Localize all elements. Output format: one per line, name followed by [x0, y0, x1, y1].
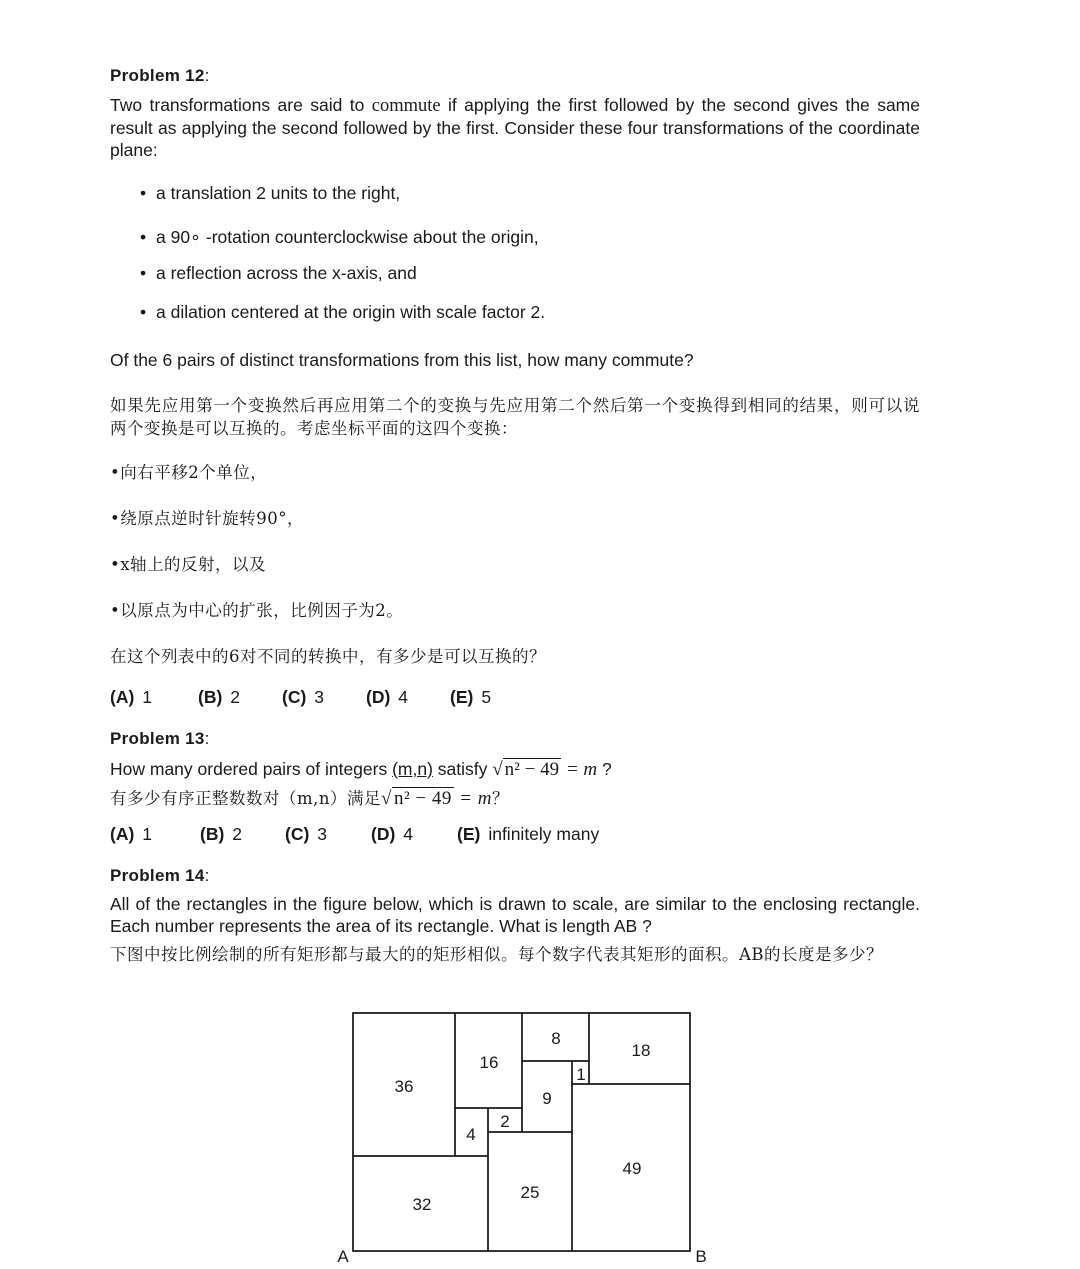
bullet-dilation: • a dilation centered at the origin with scale factor 2.	[140, 302, 546, 322]
choice-e: (E) infinitely many	[457, 824, 600, 844]
zh-bullet-rotation: •绕原点逆时针旋转90°，	[110, 509, 304, 528]
choice-e: (E) 5	[450, 687, 492, 707]
rect-36	[353, 1013, 455, 1156]
choice-b: (B) 2	[198, 687, 241, 707]
radicand: n² − 49	[504, 759, 560, 780]
area-label-4: 4	[466, 1125, 476, 1144]
rect-25	[488, 1132, 572, 1251]
choice-a: (A) 1	[110, 824, 153, 844]
choice-d: (D) 4	[371, 824, 414, 844]
bullet-text: a translation 2 units to the right,	[156, 183, 401, 203]
rect-1	[572, 1061, 589, 1084]
area-label-25: 25	[520, 1183, 540, 1202]
problem-13-question	[110, 758, 920, 781]
rect-4	[455, 1108, 488, 1156]
intro-text-a: Two transformations are said to	[110, 95, 372, 115]
bullet-text: a reflection across the x-axis, and	[156, 263, 417, 283]
question-text-a: How many ordered pairs of integers	[110, 759, 393, 779]
area-label-49: 49	[622, 1159, 642, 1178]
equation-rhs: = m	[565, 759, 598, 780]
area-label-8: 8	[551, 1029, 561, 1048]
problem-14-text: All of the rectangles in the figure below, which is drawn to scale, are similar to the enclosing rectangle. Each number represents the area of its rectangle. What is length AB ?	[110, 894, 920, 936]
rect-18	[589, 1013, 690, 1084]
choice-b: (B) 2	[200, 824, 243, 844]
problem-12-title	[110, 65, 920, 87]
zh-bullet-dilation: •以原点为中心的扩张，比例因子为2。	[110, 601, 404, 620]
rect-49	[572, 1084, 690, 1251]
point-b-label: B	[695, 1247, 707, 1266]
problem-13-zh-question	[110, 787, 920, 810]
choice-c: (C) 3	[282, 687, 325, 707]
problem-14-colon: :	[204, 866, 210, 885]
choice-d: (D) 4	[366, 687, 409, 707]
question-end: ?	[597, 759, 612, 779]
zh-equation-rhs: = m	[459, 788, 492, 809]
area-label-9: 9	[542, 1089, 552, 1108]
problem-13-colon: :	[204, 729, 210, 748]
bullet-text: a dilation centered at the origin with scale factor 2.	[156, 302, 546, 322]
intro-text-b: if applying the first followed by the second gives the same result as applying the second followed by the first. Consider these four transformations of the coordinate plane:	[110, 95, 920, 160]
problem-14-title	[110, 865, 920, 887]
area-label-18: 18	[631, 1041, 651, 1060]
rect-32	[353, 1156, 488, 1251]
zh-equation: √ n² − 49 = m	[381, 788, 492, 809]
problem-12-zh-intro: 如果先应用第一个变换然后再应用第二个的变换与先应用第二个然后第一个变换得到相同的结果，则可以说两个变换是可以互换的。考虑坐标平面的这四个变换：	[110, 396, 920, 438]
bullet-translation: • a translation 2 units to the right,	[140, 183, 401, 203]
ordered-pair: (m,n)	[392, 759, 433, 779]
bullet-text: a 90∘ -rotation counterclockwise about the origin,	[156, 227, 539, 247]
area-label-32: 32	[412, 1195, 432, 1214]
equation: √ n² − 49 = m	[492, 759, 598, 780]
rect-2	[488, 1108, 522, 1132]
problem-12-question: Of the 6 pairs of distinct transformations from this list, how many commute?	[110, 350, 694, 370]
problem-12-intro	[110, 94, 920, 161]
problem-13-title	[110, 728, 920, 750]
area-label-1: 1	[576, 1065, 586, 1084]
rect-9	[522, 1061, 572, 1132]
area-label-2: 2	[500, 1112, 510, 1131]
intro-term-commute: commute	[371, 96, 441, 116]
zh-bullet-translation: •向右平移2个单位，	[110, 463, 268, 482]
zh-question-end: ？	[491, 789, 509, 808]
choice-a: (A) 1	[110, 687, 153, 707]
rect-8	[522, 1013, 589, 1061]
choice-c: (C) 3	[285, 824, 328, 844]
problem-12-colon: :	[204, 66, 210, 85]
question-text-b: satisfy	[432, 759, 493, 779]
point-a-label: A	[337, 1247, 349, 1266]
area-label-16: 16	[479, 1053, 499, 1072]
zh-question-text: 有多少有序正整数数对（m,n）满足	[110, 789, 382, 808]
bullet-rotation: • a 90∘ -rotation counterclockwise about the origin,	[140, 227, 539, 247]
area-label-36: 36	[394, 1077, 414, 1096]
zh-bullet-reflection: •x轴上的反射，以及	[110, 555, 267, 574]
problem-14-zh-text: 下图中按比例绘制的所有矩形都与最大的的矩形相似。每个数字代表其矩形的面积。AB的长度是多少？	[110, 945, 884, 964]
problem-14-label: Problem 14	[110, 866, 205, 885]
problem-12-zh-question: 在这个列表中的6对不同的转换中，有多少是可以互换的？	[110, 647, 546, 666]
problem-13-label: Problem 13	[110, 729, 205, 748]
zh-radicand: n² − 49	[393, 788, 452, 809]
enclosing-rectangle	[353, 1013, 690, 1251]
rect-16	[455, 1013, 522, 1108]
bullet-reflection: • a reflection across the x-axis, and	[140, 263, 417, 283]
problem-12-label: Problem 12	[110, 66, 205, 85]
